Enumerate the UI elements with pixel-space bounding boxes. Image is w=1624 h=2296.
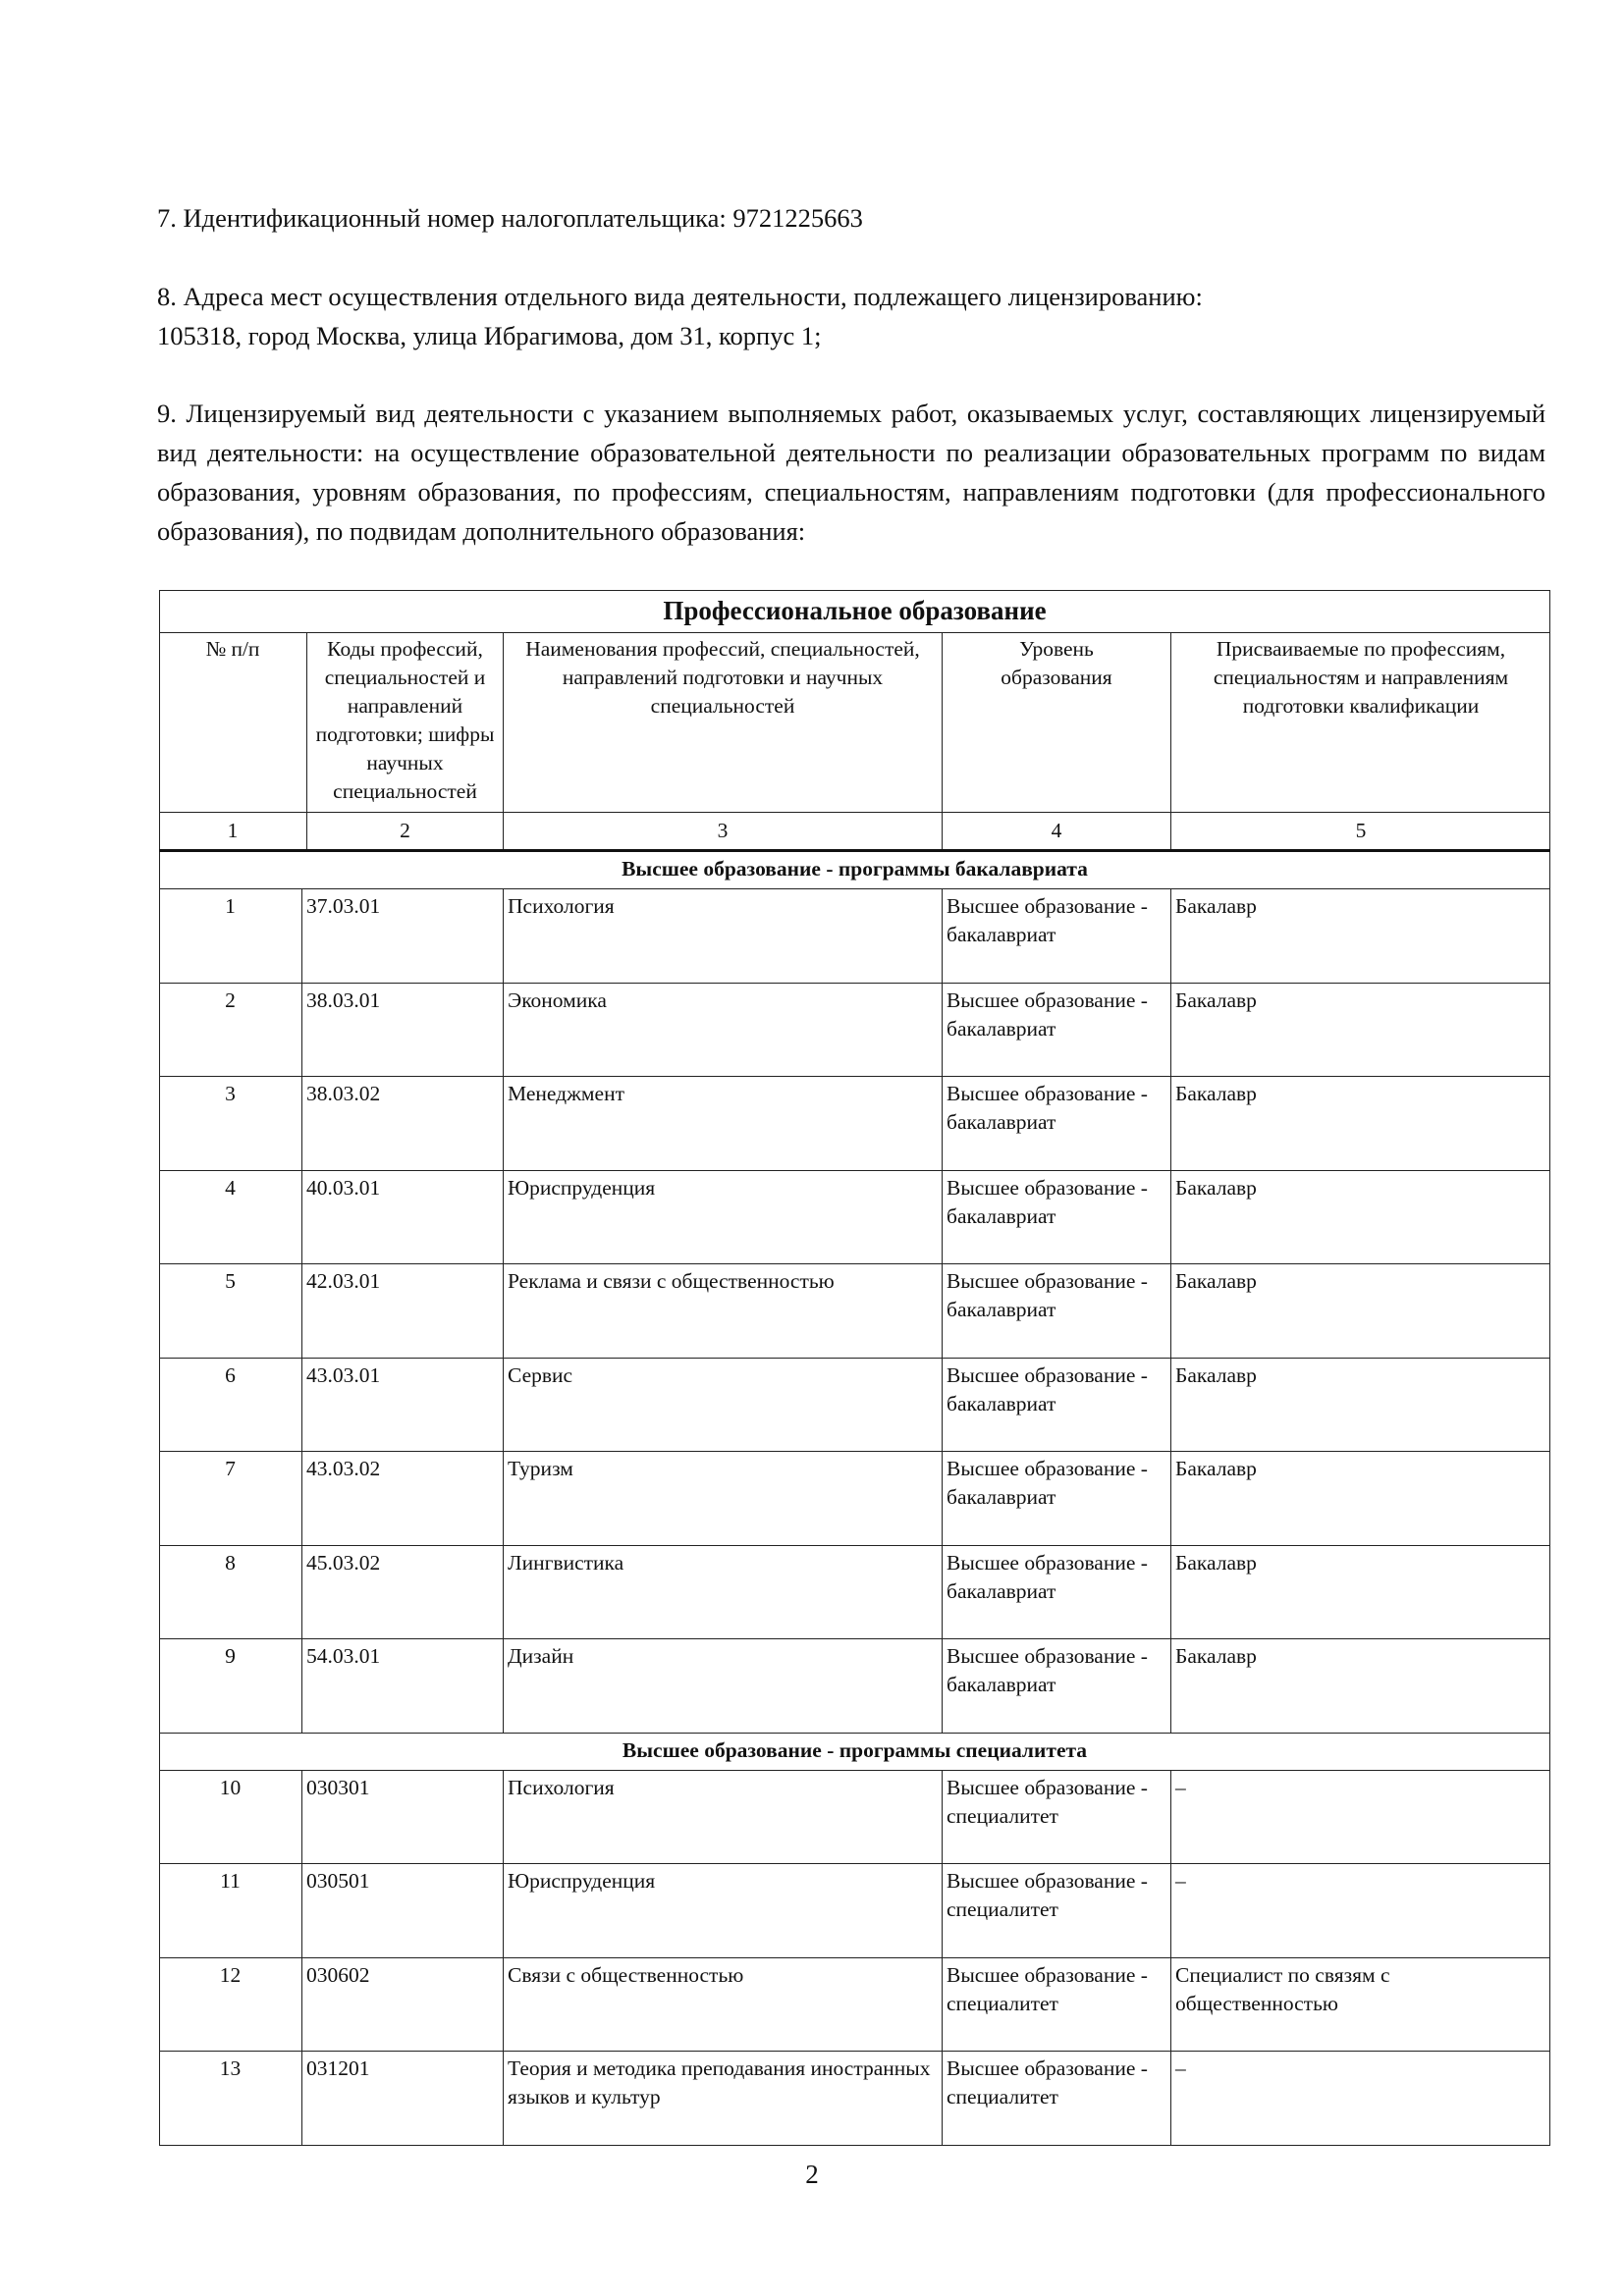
table-title-row — [159, 590, 1550, 632]
education-table — [159, 590, 1550, 2145]
table-row — [159, 1451, 1550, 1545]
row-code: 031201 — [301, 2051, 503, 2145]
row-level: Высшее образование - специалитет — [942, 1957, 1170, 2052]
row-number: 13 — [219, 2056, 242, 2080]
table-row — [159, 983, 1550, 1077]
section-header-row — [159, 1733, 1550, 1770]
table-row — [159, 1770, 1550, 1864]
row-number: 7 — [225, 1457, 236, 1480]
row-name: Сервис — [503, 1358, 942, 1452]
header-codes: Коды профессий, специальностей и направлений подготовки; шифры научных специальностей — [306, 632, 503, 812]
row-qualification: Бакалавр — [1170, 1076, 1550, 1170]
row-level: Высшее образование - бакалавриат — [942, 1638, 1170, 1733]
column-number: 2 — [306, 812, 503, 850]
row-name: Теория и методика преподавания иностранных языков и культур — [503, 2051, 942, 2145]
table-row — [159, 1170, 1550, 1264]
paragraph-addresses — [157, 277, 1546, 355]
row-number: 10 — [219, 1775, 242, 1799]
row-level: Высшее образование - бакалавриат — [942, 888, 1170, 983]
row-code: 45.03.02 — [301, 1545, 503, 1639]
row-qualification: – — [1170, 2051, 1550, 2145]
paragraph-inn: 7. Идентификационный номер налогоплательщика: 9721225663 — [157, 203, 863, 233]
row-level: Высшее образование - бакалавриат — [942, 1076, 1170, 1170]
table-header-row — [159, 632, 1550, 812]
row-qualification: Бакалавр — [1170, 1263, 1550, 1358]
table-row — [159, 888, 1550, 983]
row-level: Высшее образование - бакалавриат — [942, 1545, 1170, 1639]
row-level: Высшее образование - бакалавриат — [942, 1451, 1170, 1545]
row-qualification: Бакалавр — [1170, 1451, 1550, 1545]
row-code: 40.03.01 — [301, 1170, 503, 1264]
table-row — [159, 1638, 1550, 1733]
header-names: Наименования профессий, специальностей, направлений подготовки и научных специальностей — [503, 632, 942, 812]
row-number: 9 — [225, 1644, 236, 1668]
row-level: Высшее образование - бакалавриат — [942, 1170, 1170, 1264]
row-number: 6 — [225, 1362, 236, 1387]
row-name: Психология — [503, 1770, 942, 1864]
header-level: Уровень образования — [942, 632, 1170, 812]
table-row — [159, 1358, 1550, 1452]
header-qualification: Присваиваемые по профессиям, специальностям и направлениям подготовки квалификации — [1170, 632, 1550, 812]
row-number: 12 — [219, 1962, 242, 1987]
row-level: Высшее образование - бакалавриат — [942, 1358, 1170, 1452]
row-qualification: Бакалавр — [1170, 1638, 1550, 1733]
column-number: 5 — [1170, 812, 1550, 850]
page-number: 2 — [805, 2160, 819, 2189]
row-code: 54.03.01 — [301, 1638, 503, 1733]
row-number: 2 — [225, 988, 236, 1012]
row-name: Юриспруденция — [503, 1863, 942, 1957]
column-number-row — [159, 812, 1550, 850]
row-level: Высшее образование - специалитет — [942, 1770, 1170, 1864]
row-divider — [159, 2145, 1550, 2146]
row-name: Менеджмент — [503, 1076, 942, 1170]
row-code: 43.03.01 — [301, 1358, 503, 1452]
row-code: 38.03.02 — [301, 1076, 503, 1170]
row-code: 37.03.01 — [301, 888, 503, 983]
row-name: Дизайн — [503, 1638, 942, 1733]
paragraph-licensed-activity: 9. Лицензируемый вид деятельности с указанием выполняемых работ, оказываемых услуг, составляющих лицензируемый вид деятельности: на осуществление образовательной деятельности по реализации образовательных программ по видам образования, уровням образования, по профессиям, специальностям, направлениям подготовки (для профессионального образования), по подвидам дополнительного образования: — [157, 399, 1545, 546]
header-number: № п/п — [205, 637, 260, 661]
table-row — [159, 1076, 1550, 1170]
table-row — [159, 2051, 1550, 2145]
table-row — [159, 1863, 1550, 1957]
row-code: 030301 — [301, 1770, 503, 1864]
row-name: Юриспруденция — [503, 1170, 942, 1264]
row-level: Высшее образование - бакалавриат — [942, 983, 1170, 1077]
row-qualification: Специалист по связям с общественностью — [1170, 1957, 1550, 2052]
row-name: Реклама и связи с общественностью — [503, 1263, 942, 1358]
row-level: Высшее образование - специалитет — [942, 1863, 1170, 1957]
row-qualification: Бакалавр — [1170, 1170, 1550, 1264]
table-title: Профессиональное образование — [663, 596, 1047, 625]
row-name: Связи с общественностью — [503, 1957, 942, 2052]
row-qualification: – — [1170, 1770, 1550, 1864]
row-number: 8 — [225, 1550, 236, 1575]
row-code: 38.03.01 — [301, 983, 503, 1077]
row-code: 030602 — [301, 1957, 503, 2052]
row-code: 030501 — [301, 1863, 503, 1957]
address-line: 105318, город Москва, улица Ибрагимова, дом 31, корпус 1; — [157, 321, 822, 350]
row-name: Лингвистика — [503, 1545, 942, 1639]
section-title: Высшее образование - программы специалитета — [622, 1737, 1088, 1762]
row-number: 1 — [225, 894, 236, 918]
row-number: 11 — [220, 1869, 241, 1893]
row-number: 5 — [225, 1269, 236, 1293]
row-level: Высшее образование - специалитет — [942, 2051, 1170, 2145]
row-qualification: – — [1170, 1863, 1550, 1957]
row-number: 4 — [225, 1175, 236, 1200]
addresses-heading: 8. Адреса мест осуществления отдельного вида деятельности, подлежащего лицензированию: — [157, 282, 1203, 311]
section-title: Высшее образование - программы бакалавриата — [622, 857, 1088, 881]
column-number: 3 — [503, 812, 942, 850]
row-name: Психология — [503, 888, 942, 983]
table-row — [159, 1957, 1550, 2052]
row-qualification: Бакалавр — [1170, 1545, 1550, 1639]
section-header-row — [159, 851, 1550, 888]
row-code: 42.03.01 — [301, 1263, 503, 1358]
row-level: Высшее образование - бакалавриат — [942, 1263, 1170, 1358]
row-qualification: Бакалавр — [1170, 983, 1550, 1077]
column-number: 1 — [227, 819, 239, 842]
table-row — [159, 1545, 1550, 1639]
column-number: 4 — [942, 812, 1170, 850]
row-name: Туризм — [503, 1451, 942, 1545]
table-row — [159, 1263, 1550, 1358]
row-code: 43.03.02 — [301, 1451, 503, 1545]
row-qualification: Бакалавр — [1170, 888, 1550, 983]
row-name: Экономика — [503, 983, 942, 1077]
row-number: 3 — [225, 1082, 236, 1105]
row-qualification: Бакалавр — [1170, 1358, 1550, 1452]
